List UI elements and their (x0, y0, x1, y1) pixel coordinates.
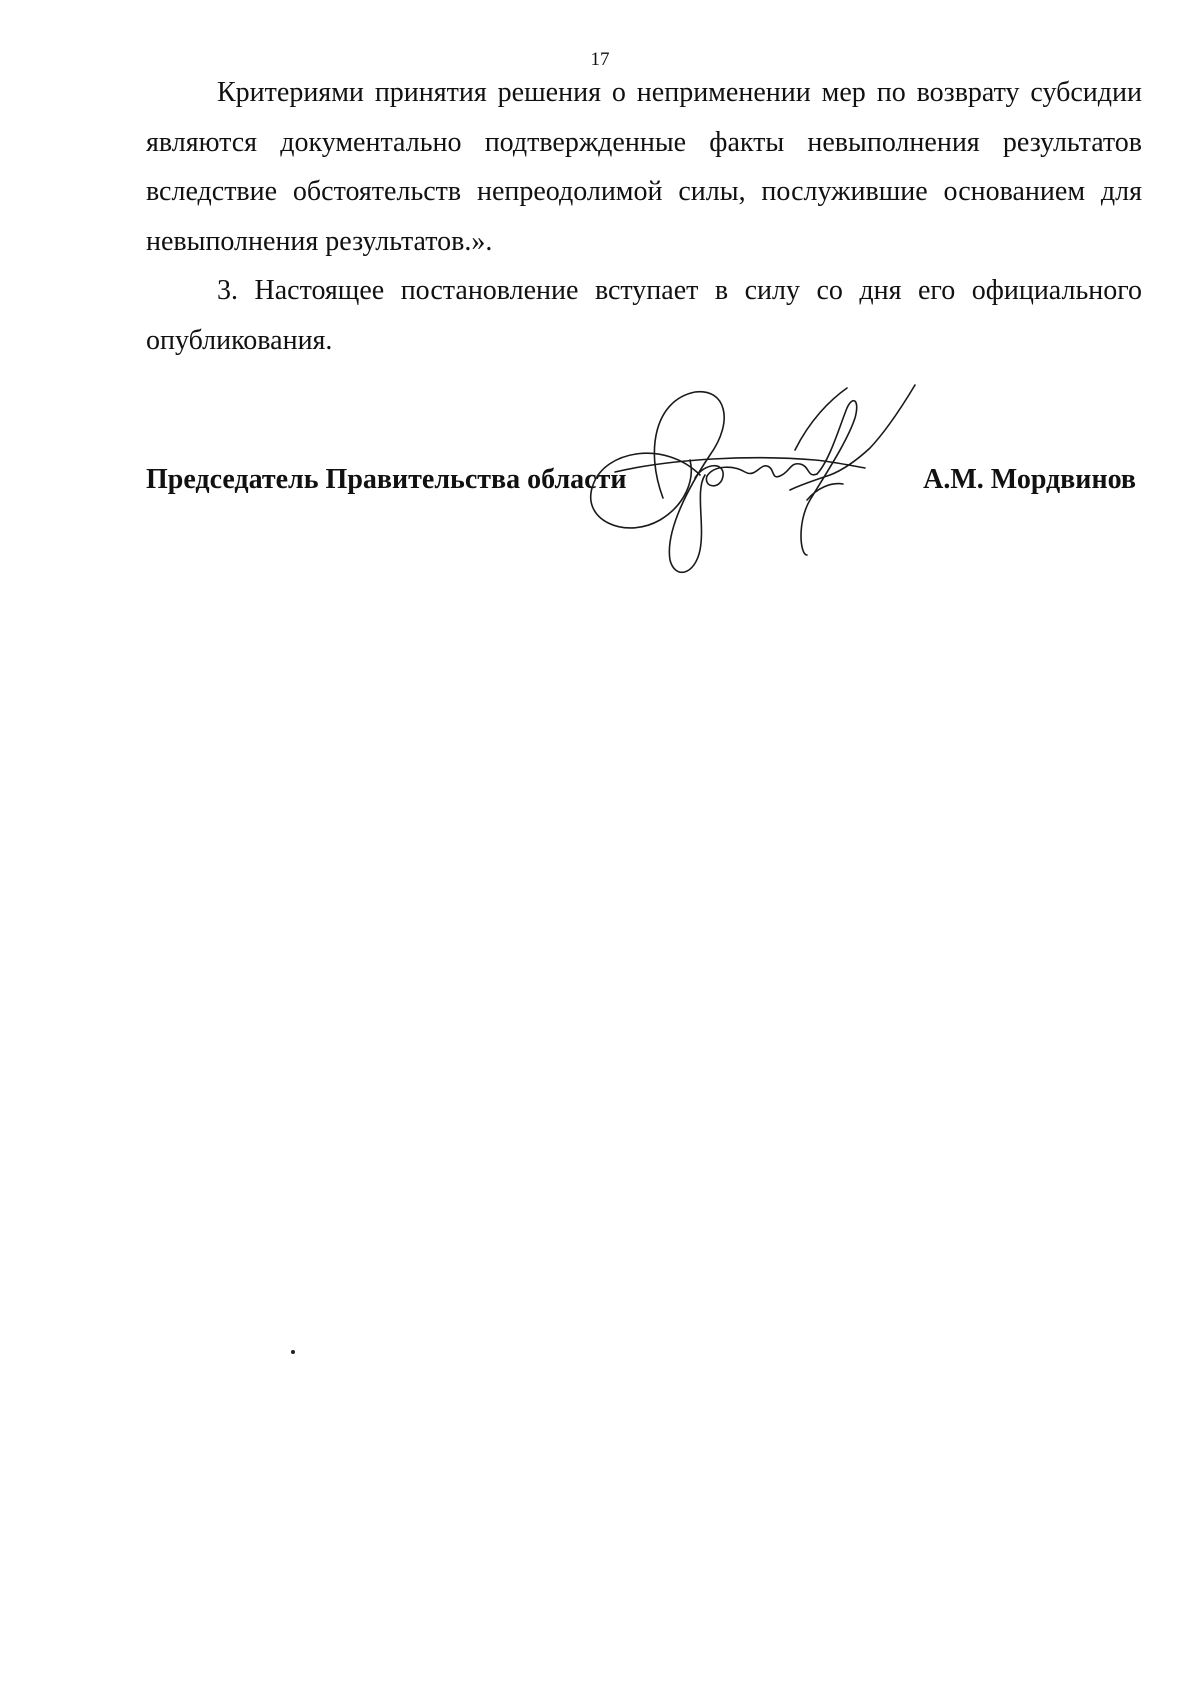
paragraph-entry-into-force: 3. Настоящее постановление вступает в силу со дня его официального опубликования. (146, 275, 1142, 356)
handwritten-signature (585, 380, 965, 585)
signatory-title: Председатель Правительства области (146, 464, 627, 495)
document-body (146, 68, 1142, 365)
scan-speck (291, 1350, 295, 1354)
paragraph-subsidy-criteria: Критериями принятия решения о неприменении мер по возврату субсидии являются документально подтвержденные факты невыполнения результатов вследствие обстоятельств непреодолимой силы, послужившие основанием для невыполнения результатов.». (146, 77, 1142, 257)
signatory-name: А.М. Мордвинов (923, 464, 1136, 495)
page-number: 17 (590, 49, 610, 70)
